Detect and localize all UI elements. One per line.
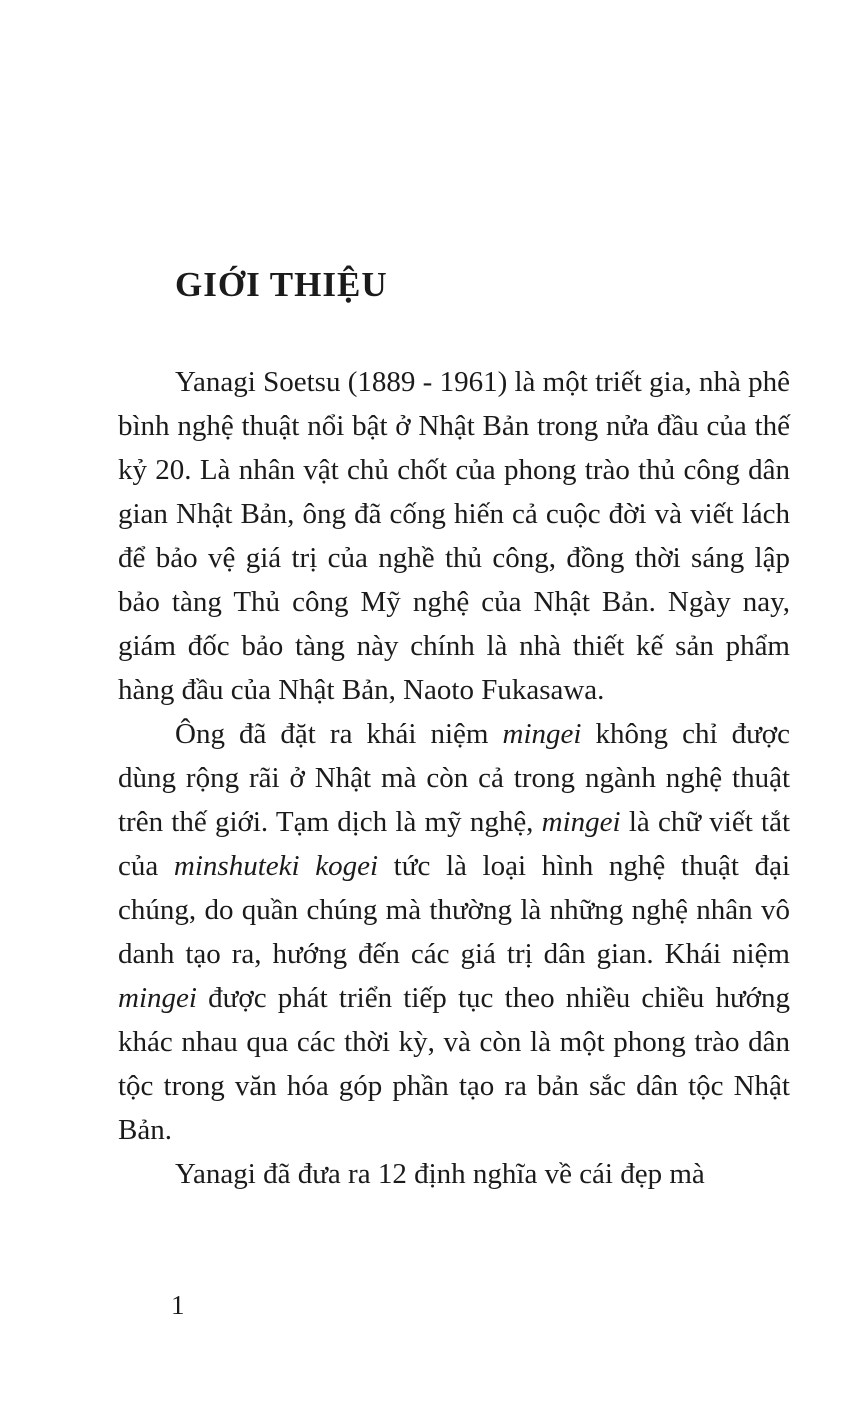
body-text [118,360,790,1196]
paragraph [118,712,790,1152]
italic-text-run: mingei [118,982,197,1014]
paragraph [118,1152,790,1196]
page-number: 1 [171,1290,185,1320]
page-title: GIỚI THIỆU [175,265,388,304]
text-run: Ông đã đặt ra khái niệm [175,718,503,750]
text-run: là chữ viết tắt của [118,806,790,882]
text-run: được phát triển tiếp tục theo nhiều chiều hướng khác nhau qua các thời kỳ, và còn là một phong trào dân tộc trong văn hóa góp phần tạo ra bản sắc dân tộc Nhật Bản. [118,982,790,1146]
paragraph [118,360,790,712]
italic-text-run: mingei [502,718,582,750]
italic-text-run: minshuteki kogei [173,850,379,882]
text-run: tức là loại hình nghệ thuật đại chúng, do quần chúng mà thường là những nghệ nhân vô danh tạo ra, hướng đến các giá trị dân gian. Khái niệm [118,850,791,970]
text-run: không chỉ được dùng rộng rãi ở Nhật mà còn cả trong ngành nghệ thuật trên thế giới. Tạm dịch là mỹ nghệ, [118,718,790,838]
text-run: Yanagi Soetsu (1889 - 1961) là một triết gia, nhà phê bình nghệ thuật nổi bật ở Nhật Bản trong nửa đầu của thế kỷ 20. Là nhân vật chủ chốt của phong trào thủ công dân gian Nhật Bản, ông đã cống hiến cả cuộc đời và viết lách để bảo vệ giá trị của nghề thủ công, đồng thời sáng lập bảo tàng Thủ công Mỹ nghệ của Nhật Bản. Ngày nay, giám đốc bảo tàng này chính là nhà thiết kế sản phẩm hàng đầu của Nhật Bản, Naoto Fukasawa. [118,366,790,706]
italic-text-run: mingei [541,806,621,838]
text-run: Yanagi đã đưa ra 12 định nghĩa về cái đẹp mà [175,1158,705,1190]
